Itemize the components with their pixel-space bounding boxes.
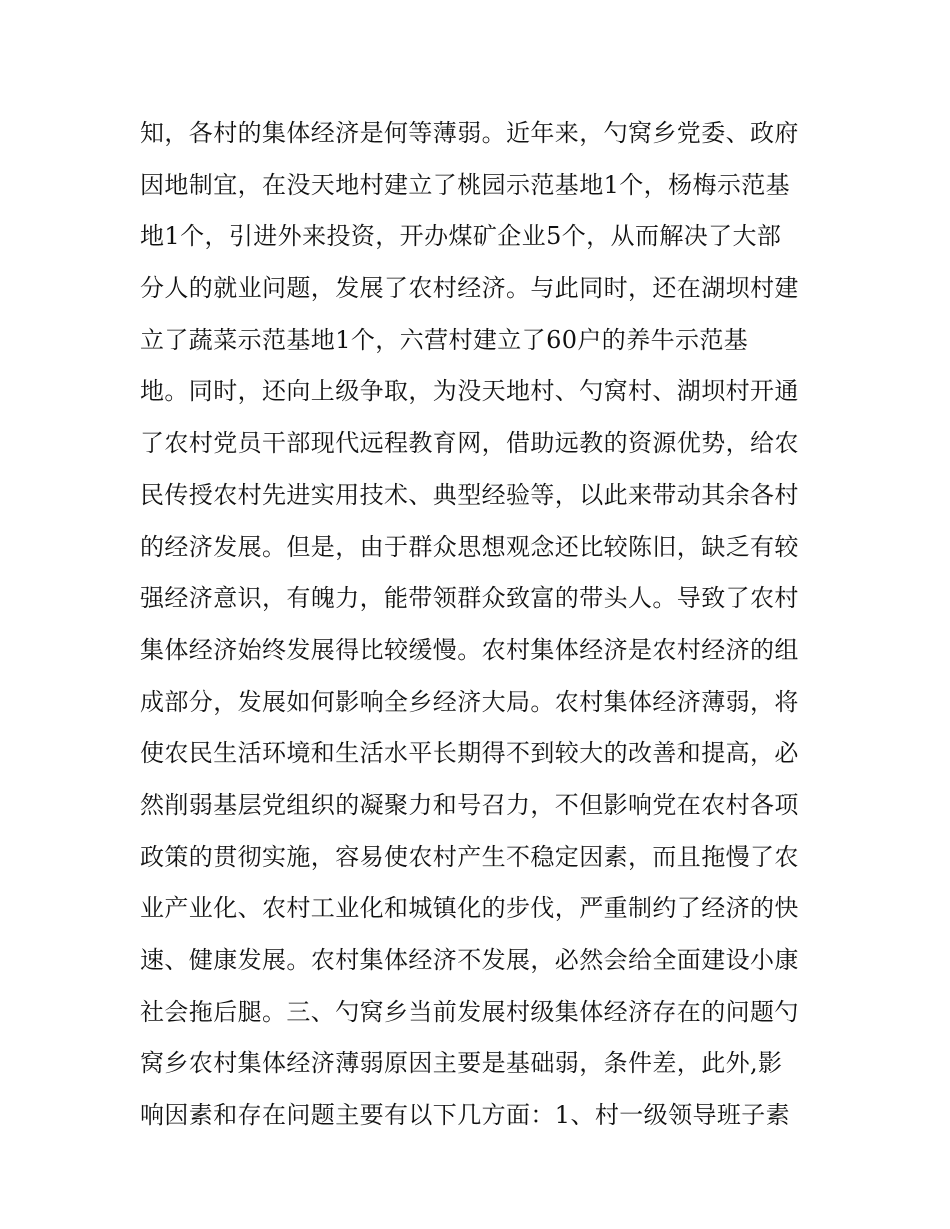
text-line-12: 成部分，发展如何影响全乡经济大局。农村集体经济薄弱，将 <box>140 687 799 716</box>
text-line-17: 速、健康发展。农村集体经济不发展，必然会给全面建设小康 <box>140 946 799 974</box>
text-line-4: 分人的就业问题，发展了农村经济。与此同时，还在湖坝村建 <box>140 274 799 303</box>
text-line-10: 强经济意识，有魄力，能带领群众致富的带头人。导致了农村 <box>140 584 799 613</box>
body-text <box>140 108 820 1142</box>
text-line-9: 的经济发展。但是，由于群众思想观念还比较陈旧，缺乏有较 <box>140 532 799 561</box>
text-line-6: 地。同时，还向上级争取，为没天地村、勺窝村、湖坝村开通 <box>140 377 799 406</box>
text-line-15: 政策的贯彻实施，容易使农村产生不稳定因素，而且拖慢了农 <box>140 842 799 871</box>
text-line-14: 然削弱基层党组织的凝聚力和号召力，不但影响党在农村各项 <box>140 790 799 819</box>
text-line-8: 民传授农村先进实用技术、典型经验等，以此来带动其余各村 <box>140 480 799 509</box>
text-line-2: 因地制宜，在没天地村建立了桃园示范基地1个，杨梅示范基 <box>140 170 791 199</box>
text-line-16: 业产业化、农村工业化和城镇化的步伐，严重制约了经济的快 <box>140 894 799 923</box>
text-line-13: 使农民生活环境和生活水平长期得不到较大的改善和提高，必 <box>140 739 799 768</box>
text-line-18: 社会拖后腿。三、勺窝乡当前发展村级集体经济存在的问题勺 <box>140 997 799 1026</box>
text-line-5: 立了蔬菜示范基地1个，六营村建立了60户的养牛示范基 <box>140 325 749 354</box>
text-line-11: 集体经济始终发展得比较缓慢。农村集体经济是农村经济的组 <box>140 635 799 664</box>
text-line-19: 窝乡农村集体经济薄弱原因主要是基础弱，条件差，此外,影 <box>140 1049 783 1078</box>
text-line-1: 知，各村的集体经济是何等薄弱。近年来，勺窝乡党委、政府 <box>140 119 799 147</box>
text-line-3: 地1个，引进外来投资，开办煤矿企业5个，从而解决了大部 <box>140 222 782 251</box>
text-line-20: 响因素和存在问题主要有以下几方面：1、村一级领导班子素 <box>140 1101 791 1130</box>
text-line-7: 了农村党员干部现代远程教育网，借助远教的资源优势，给农 <box>140 429 799 458</box>
